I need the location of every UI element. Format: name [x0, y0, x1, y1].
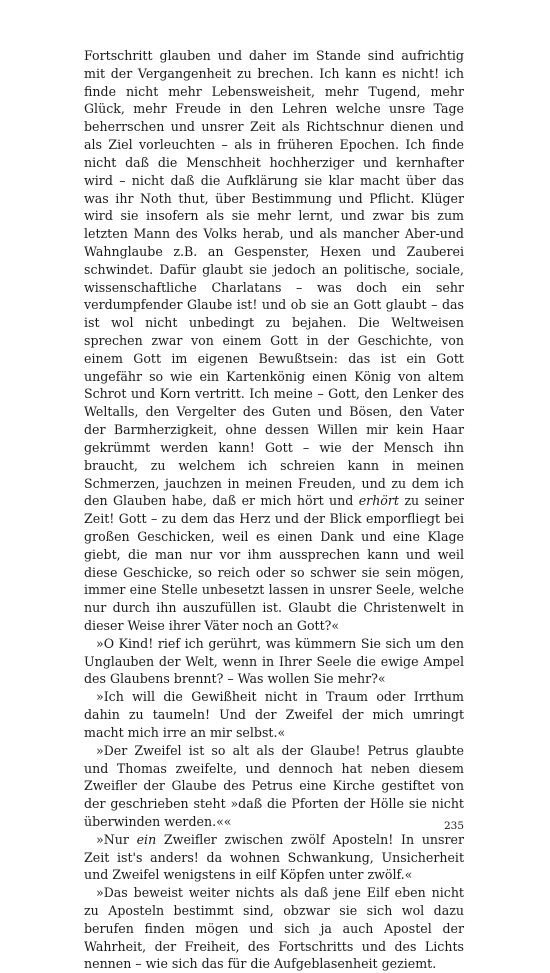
emphasis-erhoert: erhört [358, 493, 399, 509]
page-number: 235 [443, 820, 464, 832]
text-segment: »Ich will die Gewißheit nicht in Traum oder Irrthum dahin zu taumeln! Und der Zweifel der mich umringt macht mich irre an mir selbst.« [84, 689, 464, 740]
text-segment: »Das beweist weiter nichts als daß jene Eilf eben nicht zu Aposteln bestimmt sind, obzwar sie sich wol dazu berufen finden mögen und sich ja auch Apostel der Wahrheit, der Freiheit, des Fortschritts und des Lichts nennen – wie sich das für die Aufgeblasenheit geziemt. [84, 885, 464, 972]
paragraph-5 [84, 831, 464, 884]
paragraph-1 [84, 47, 464, 635]
paragraph-6 [84, 884, 464, 973]
text-segment: »Nur [96, 831, 137, 847]
text-segment: »Der Zweifel ist so alt als der Glaube! Petrus glaubte und Thomas zweifelte, und dennoch hat neben diesem Zweifler der Glaube des Petrus eine Kirche gestiftet von der geschrieben steht »daß die Pforten der Hölle sie nicht überwinden werden.«« [84, 742, 464, 829]
text-segment: Fortschritt glauben und daher im Stande sind aufrichtig mit der Vergangenheit zu brechen. Ich kann es nicht! ich finde nicht mehr Lebensweisheit, mehr Tugend, mehr Glück, mehr Freude in den Lehren welche unsre Tage beherrschen und unsrer Zeit als Richtschnur dienen und als Ziel vorleuchten – als in früheren Epochen. Ich finde nicht daß die Menschheit hochherziger und kernhafter wird – nicht daß die Aufklärung sie klar macht über das was ihr Noth thut, über Bestimmung und Pflicht. Klüger wird sie insofern als sie mehr lernt, und zwar bis zum letzten Mann des Volks herab, und als mancher Aber-und Wahnglaube z.B. an Gespenster, Hexen und Zauberei schwindet. Dafür glaubt sie jedoch an politische, sociale, wissenschaftliche Charlatans – was doch ein sehr verdumpfender Glaube ist! und ob sie an Gott glaubt – das ist wol nicht unbedingt zu bejahen. Die Weltweisen sprechen zwar von einem Gott in der Geschichte, von einem Gott im eigenen Bewußtsein: das ist ein Gott ungefähr so wie ein Kartenkönig einen König von altem Schrot und Korn vertritt. Ich meine – Gott, den Lenker des Weltalls, den Vergelter des Guten und Bösen, den Vater der Barmherzigkeit, ohne dessen Willen mir kein Haar gekrümmt werden kann! Gott – wie der Mensch ihn braucht, zu welchem ich schreien kann in meinen Schmerzen, jauchzen in meinen Freuden, und zu dem ich den Glauben habe, daß er mich hört und [84, 48, 464, 509]
text-segment: Zweifler zwischen zwölf Aposteln! In unsrer Zeit ist's anders! da wohnen Schwankung, Unsicherheit und Zweifel wenigstens in eilf Köpfen unter zwölf.« [84, 831, 464, 883]
text-segment: zu seiner Zeit! Gott – zu dem das Herz und der Blick emporfliegt bei großen Geschicken, weil es einen Dank und eine Klage giebt, die man nur vor ihm aussprechen kann und weil diese Geschicke, so reich oder so schwer sie sein mögen, immer eine Stelle unbesetzt lassen in unsrer Seele, welche nur durch ihn auszufüllen ist. Glaubt die Christenwelt in dieser Weise ihrer Väter noch an Gott?« [84, 493, 464, 633]
paragraph-2 [84, 635, 464, 688]
page-body-text [84, 47, 464, 973]
paragraph-3 [84, 688, 464, 741]
text-segment: »O Kind! rief ich gerührt, was kümmern Sie sich um den Unglauben der Welt, wenn in Ihrer Seele die ewige Ampel des Glaubens brennt? – Was wollen Sie mehr?« [84, 635, 464, 687]
paragraph-4 [84, 742, 464, 831]
emphasis-ein: ein [136, 831, 157, 847]
